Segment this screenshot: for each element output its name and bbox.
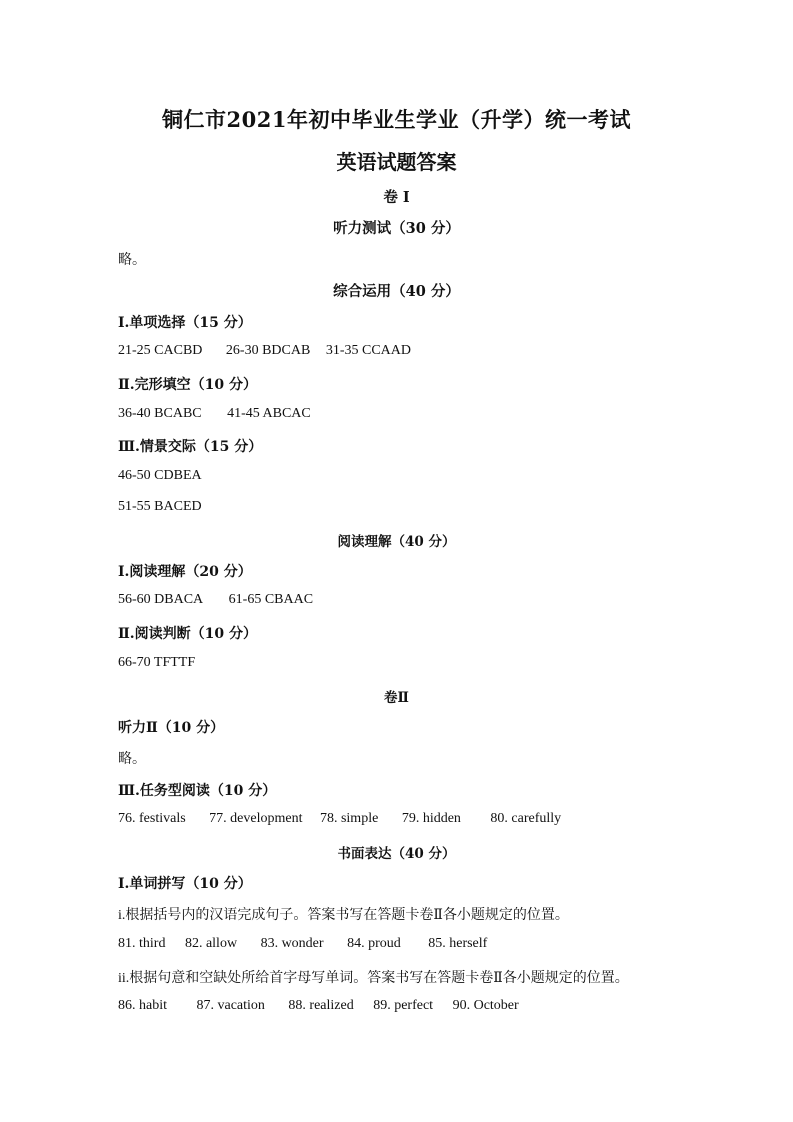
answer-group: 36-40 BCABC [118,406,202,421]
listening2-heading: 听力Ⅱ（10 分） [118,720,225,736]
part3-answers-line2: 51-55 BACED [118,499,202,514]
answer-group: 56-60 DBACA [118,592,204,607]
volume-2-heading: 卷Ⅱ [384,690,409,706]
spelling-i-answers [118,936,487,952]
answer-item: 82. allow [184,936,238,951]
answer-item: 85. herself [428,936,488,951]
answer-item: 76. festivals [118,811,186,826]
volume-1-heading: 卷 I [383,189,410,206]
answer-item: 87. vacation [196,998,265,1013]
listening2-omitted: 略。 [118,752,146,767]
part2-answers [118,406,311,422]
spelling-instruction-i: i.根据括号内的汉语完成句子。答案书写在答题卡卷Ⅱ各小题规定的位置。 [118,908,569,923]
part3-answers-line1: 46-50 CDBEA [118,468,202,483]
spelling-heading: I.单词拼写（10 分） [118,876,252,892]
answer-group: 21-25 CACBD [118,343,203,358]
spelling-ii-answers [118,998,519,1014]
answer-item: 77. development [209,811,303,826]
document-subtitle: 英语试题答案 [336,150,457,174]
reading2-answers: 66-70 TFTTF [118,655,196,670]
answer-item: 83. wonder [260,936,324,951]
task-reading-heading: Ⅲ.任务型阅读（10 分） [118,783,277,799]
part2-heading: Ⅱ.完形填空（10 分） [118,377,258,393]
answer-item: 78. simple [319,811,379,826]
answer-item: 84. proud [347,936,401,951]
integrated-heading: 综合运用（40 分） [333,283,460,300]
answer-group: 41-45 ABCAC [227,406,311,421]
reading2-heading: Ⅱ.阅读判断（10 分） [118,626,258,642]
reading-heading: 阅读理解（40 分） [337,534,456,550]
part1-heading: Ⅰ.单项选择（15 分） [118,315,252,331]
answer-group: 31-35 CCAAD [325,343,411,358]
listening-test-heading: 听力测试（30 分） [333,220,460,237]
answer-group: 61-65 CBAAC [228,592,314,607]
document-title: 铜仁市2021年初中毕业生学业（升学）统一考试 [162,107,631,132]
writing-heading: 书面表达（40 分） [337,846,456,862]
reading1-answers [118,592,313,608]
answer-item: 80. carefully [490,811,562,826]
answer-item: 81. third [118,936,166,951]
listening-omitted: 略。 [118,253,146,268]
answer-item: 88. realized [288,998,354,1013]
part3-heading: Ⅲ.情景交际（15 分） [118,439,263,455]
task-reading-answers [118,811,561,827]
spelling-instruction-ii: ii.根据句意和空缺处所给首字母写单词。答案书写在答题卡卷Ⅱ各小题规定的位置。 [118,971,629,986]
answer-item: 89. perfect [373,998,434,1013]
answer-item: 79. hidden [401,811,461,826]
answer-group: 26-30 BDCAB [225,343,311,358]
reading1-heading: I.阅读理解（20 分） [118,564,252,580]
part1-answers [118,343,411,359]
answer-item: 86. habit [118,998,167,1013]
answer-item: 90. October [452,998,519,1013]
